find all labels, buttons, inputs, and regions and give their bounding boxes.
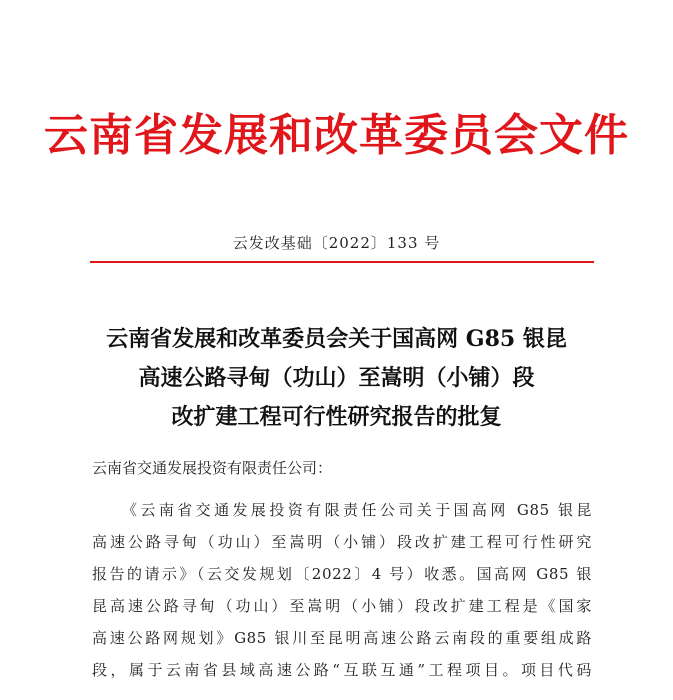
title-line: 改扩建工程可行性研究报告的批复 <box>171 404 502 430</box>
issuing-authority-header: 云南省发展和改革委员会文件 <box>44 110 629 161</box>
body-line: 报告的请示》（云交发规划〔2022〕4 号）收悉。国高网 G85 银 <box>92 565 592 583</box>
body-line: 《云南省交通发展投资有限责任公司关于国高网 G85 银昆 <box>122 501 592 519</box>
body-text <box>92 494 592 686</box>
body-line: 段，属于云南省县域高速公路“互联互通”工程项目。项目代码 <box>92 661 592 679</box>
body-line: 高速公路网规划》G85 银川至昆明高速公路云南段的重要组成路 <box>92 629 592 647</box>
red-divider-line <box>90 261 594 263</box>
body-line: 高速公路寻甸（功山）至嵩明（小铺）段改扩建工程可行性研究 <box>92 533 592 551</box>
document-title <box>60 320 613 437</box>
addressee: 云南省交通发展投资有限责任公司： <box>92 459 333 477</box>
document-number: 云发改基础〔2022〕133 号 <box>232 234 441 252</box>
title-line: 高速公路寻甸（功山）至嵩明（小铺）段 <box>138 365 535 391</box>
title-line: 云南省发展和改革委员会关于国高网 G85 银昆 <box>106 326 567 352</box>
body-line: 昆高速公路寻甸（功山）至嵩明（小铺）段改扩建工程是《国家 <box>92 597 592 615</box>
